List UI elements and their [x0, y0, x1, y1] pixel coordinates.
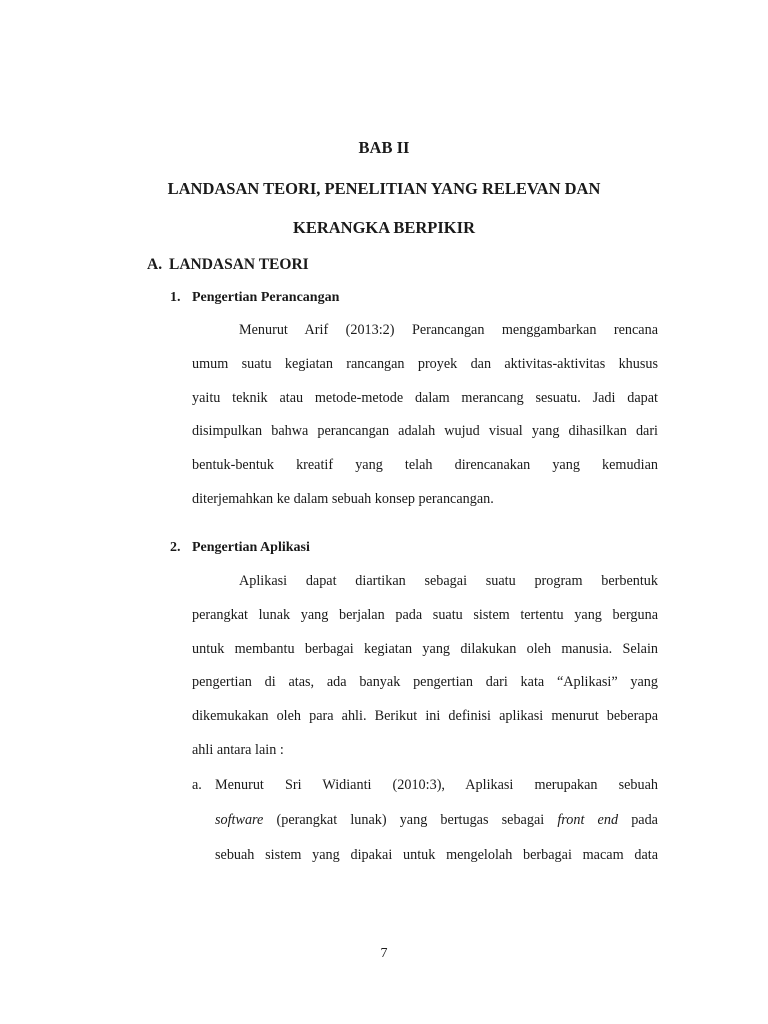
- section-heading-a: [147, 256, 309, 274]
- paragraph-line: Menurut Arif (2013:2) Perancangan menggambarkan rencana: [239, 322, 658, 338]
- chapter-heading: BAB II: [358, 138, 410, 157]
- chapter-title-line-2: KERANGKA BERPIKIR: [293, 218, 475, 237]
- paragraph-line: Aplikasi dapat diartikan sebagai suatu program berbentuk: [239, 573, 658, 589]
- subsection-number: 1.: [170, 290, 181, 305]
- subsection-label: Pengertian Perancangan: [192, 290, 340, 305]
- subsection-heading-2: [170, 540, 310, 556]
- list-item-a: [192, 768, 658, 873]
- paragraph-line: perangkat lunak yang berjalan pada suatu sistem tertentu yang berguna: [192, 606, 658, 623]
- paragraph-line: pengertian di atas, ada banyak pengertian dari kata “Aplikasi” yang: [192, 674, 658, 691]
- section-number: A.: [147, 256, 163, 273]
- section-label: LANDASAN TEORI: [169, 256, 309, 273]
- subsection-number: 2.: [170, 540, 181, 555]
- subsection-label: Pengertian Aplikasi: [192, 540, 310, 555]
- list-item-line: sebuah sistem yang dipakai untuk mengelolah berbagai macam data: [215, 847, 658, 863]
- list-item-text: [215, 768, 658, 873]
- paragraph-line: umum suatu kegiatan rancangan proyek dan aktivitas-aktivitas khusus: [192, 355, 658, 372]
- paragraph-perancangan: [192, 314, 658, 517]
- paragraph-line: diterjemahkan ke dalam sebuah konsep perancangan.: [192, 490, 494, 507]
- paragraph-line: yaitu teknik atau metode-metode dalam merancang sesuatu. Jadi dapat: [192, 389, 658, 406]
- list-item-line: Menurut Sri Widianti (2010:3), Aplikasi merupakan sebuah: [215, 777, 658, 793]
- paragraph-line: dikemukakan oleh para ahli. Berikut ini definisi aplikasi menurut beberapa: [192, 708, 658, 725]
- italic-term: front end: [557, 812, 619, 828]
- paragraph-line: bentuk-bentuk kreatif yang telah direncanakan yang kemudian: [192, 457, 658, 474]
- paragraph-line: ahli antara lain :: [192, 741, 284, 758]
- paragraph-aplikasi: [192, 565, 658, 768]
- subsection-heading-1: [170, 290, 339, 306]
- list-item-line: software (perangkat lunak) yang bertugas sebagai front end pada: [215, 812, 658, 828]
- page-number: 7: [380, 946, 388, 961]
- paragraph-line: untuk membantu berbagai kegiatan yang dilakukan oleh manusia. Selain: [192, 640, 658, 657]
- paragraph-line: disimpulkan bahwa perancangan adalah wujud visual yang dihasilkan dari: [192, 423, 658, 440]
- chapter-title-line-1: LANDASAN TEORI, PENELITIAN YANG RELEVAN DAN: [167, 179, 601, 198]
- list-item-letter: a.: [192, 777, 202, 793]
- italic-term: software: [215, 812, 264, 828]
